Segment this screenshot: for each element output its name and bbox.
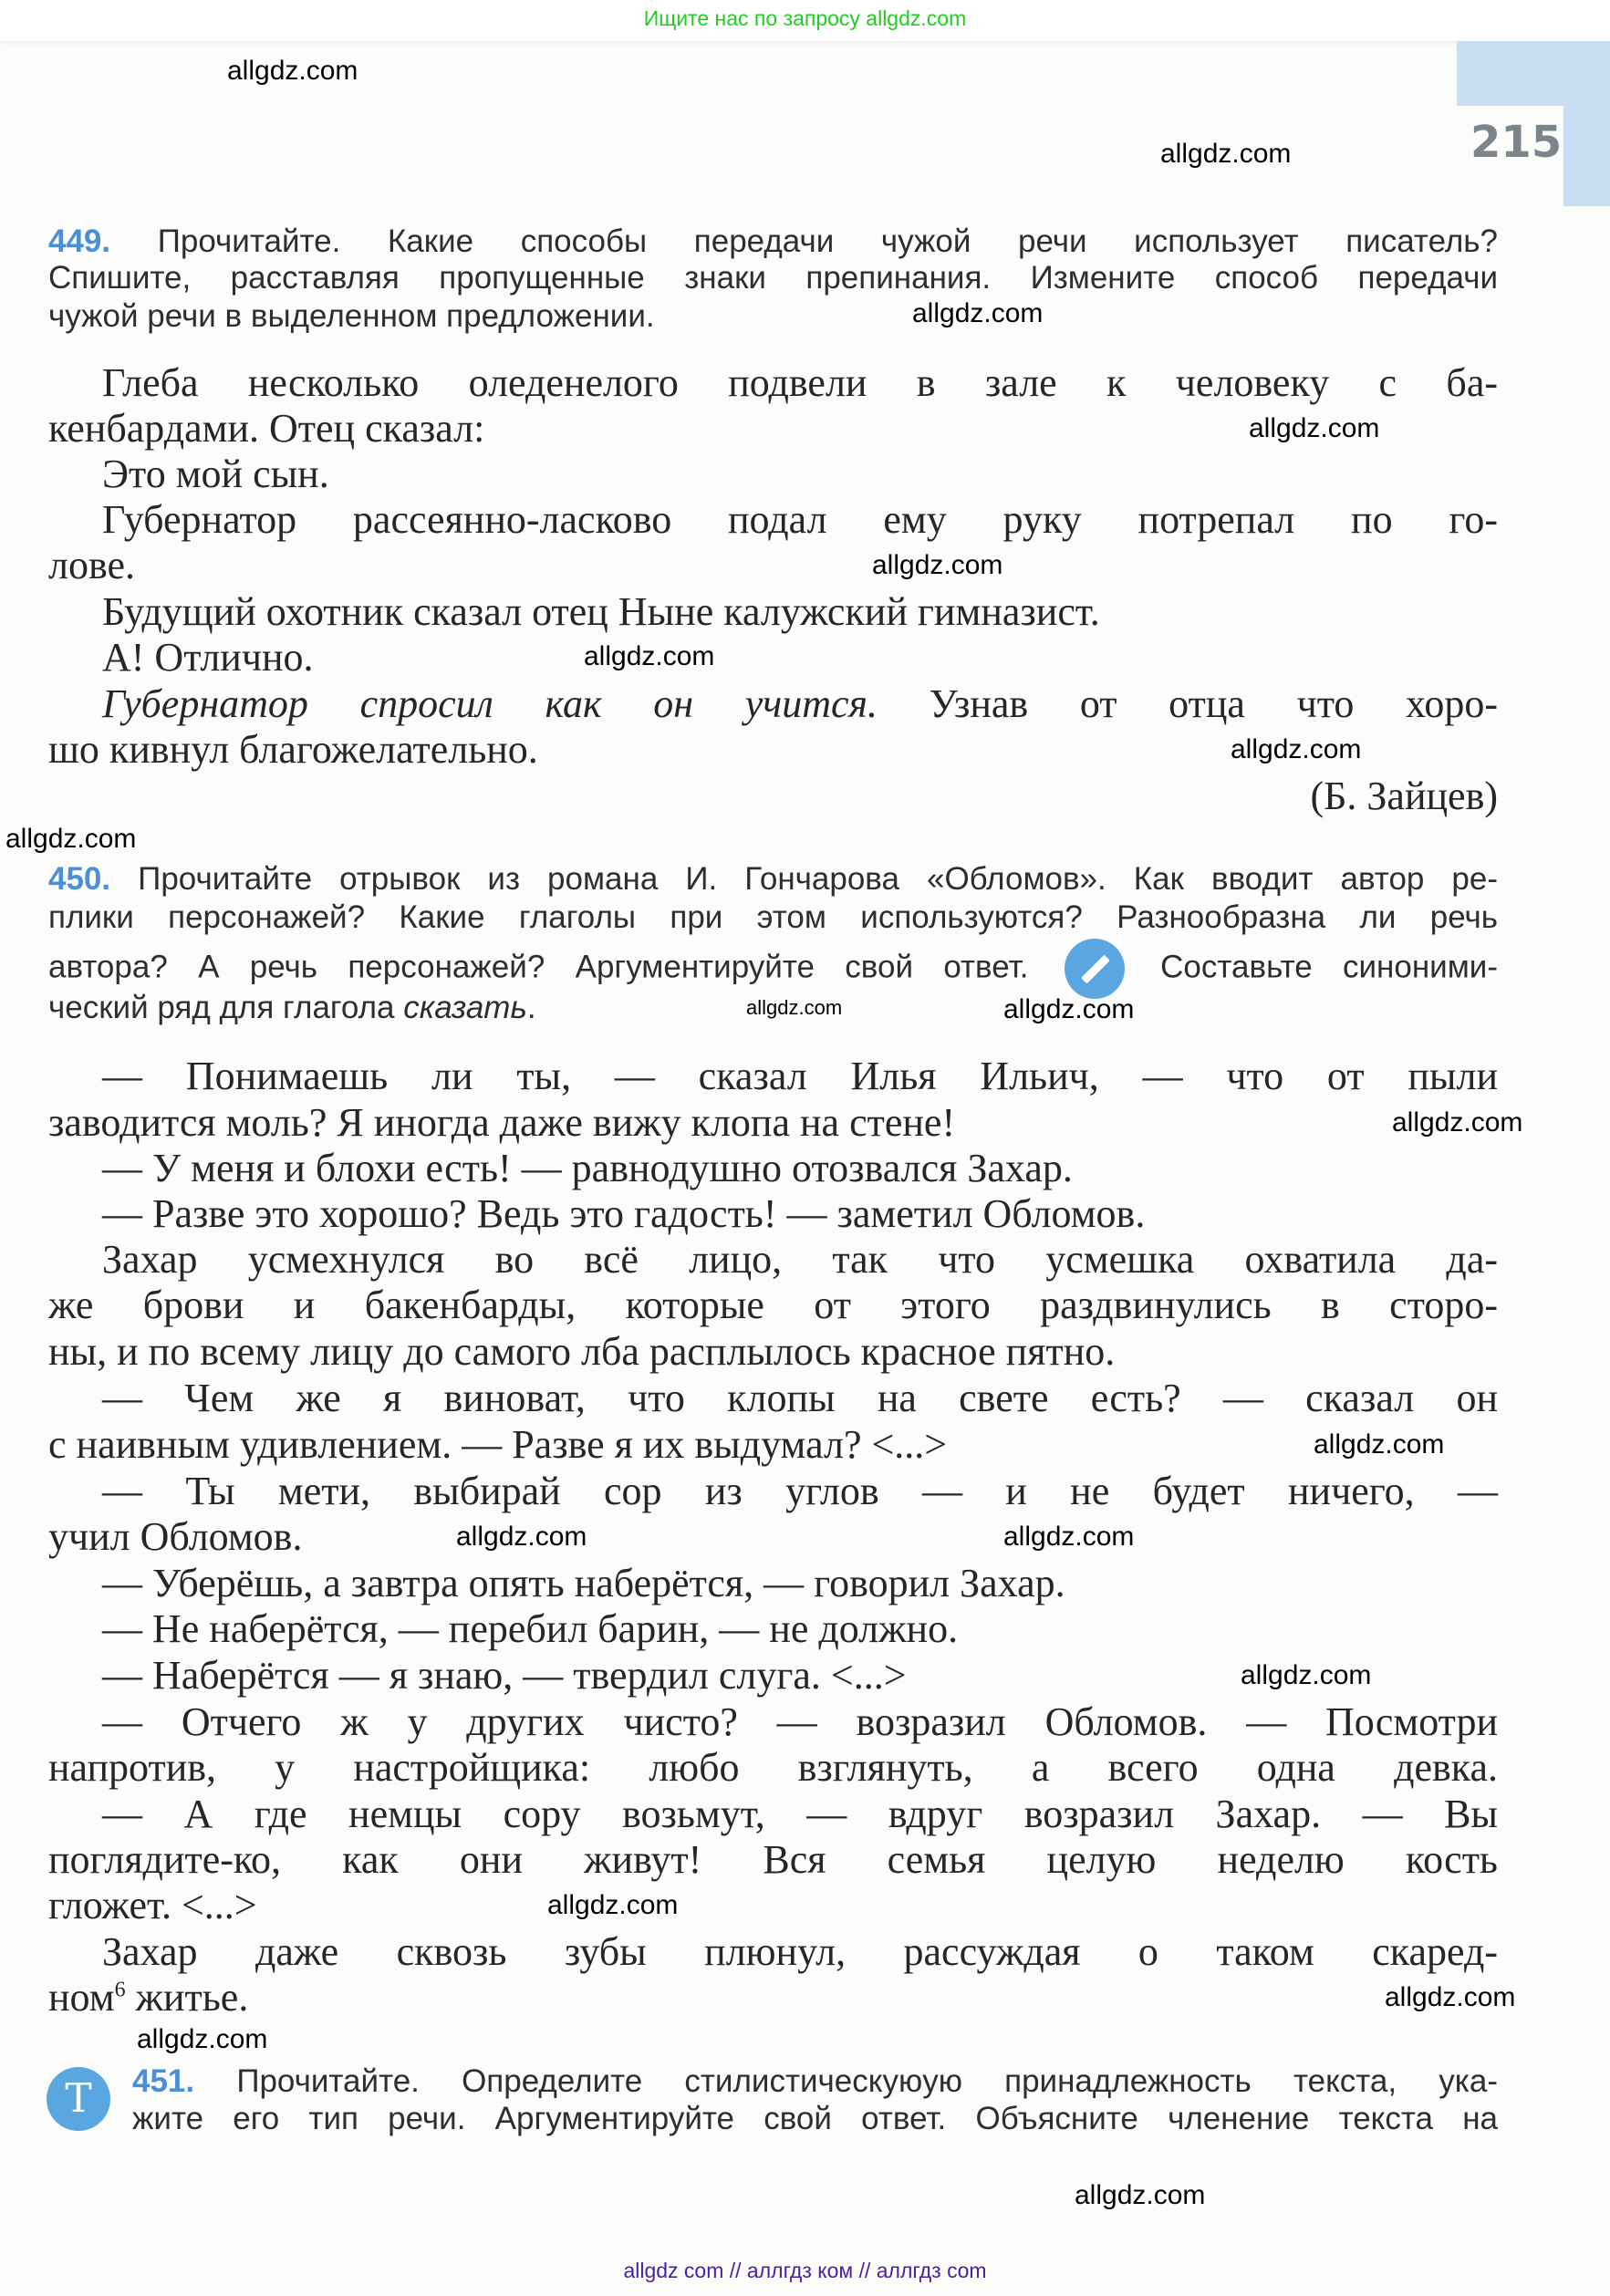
text-line: Глеба несколько оледенелого подвели в зале к человеку с ба- <box>102 360 1498 405</box>
watermark: allgdz.com <box>137 2024 268 2054</box>
text-line: — Наберётся — я знаю, — твердил слуга. <...> <box>102 1653 907 1698</box>
watermark: allgdz.com <box>1314 1429 1445 1460</box>
ex450-task-line <box>48 861 1498 898</box>
task-text: Прочитайте отрывок из романа И. Гончарова «Обломов». Как вводит автор ре- <box>138 861 1498 897</box>
text-line: Будущий охотник сказал отец Ныне калужский гимназист. <box>102 589 1100 634</box>
author-attribution: (Б. Зайцев) <box>1310 774 1498 818</box>
highlighted-sentence: Губернатор спросил как он учится. <box>102 681 878 726</box>
text-line: кенбардами. Отец сказал: <box>48 406 485 451</box>
ex451-task-line <box>132 2063 1498 2100</box>
search-banner <box>0 0 1610 41</box>
text-line: Это мой сын. <box>102 452 329 496</box>
watermark: allgdz.com <box>1231 734 1362 764</box>
text-line <box>102 681 1498 727</box>
page-tab-decoration <box>1563 106 1610 206</box>
exercise-number: 450. <box>48 861 111 897</box>
watermark: allgdz.com <box>1392 1107 1523 1138</box>
watermark: allgdz.com <box>1385 1982 1516 2012</box>
ex450-task-line: плики персонажей? Какие глаголы при этом используются? Разнообразна ли речь <box>48 899 1498 935</box>
task-text: Прочитайте. Какие способы передачи чужой речи использует писатель? <box>157 223 1498 259</box>
theory-badge-icon: Т <box>47 2067 110 2131</box>
text-line: Захар даже сквозь зубы плюнул, рассуждая о таком скаред- <box>102 1929 1498 1974</box>
watermark: allgdz.com <box>1003 994 1135 1024</box>
text-line: — Уберёшь, а завтра опять наберётся, — говорил Захар. <box>102 1561 1065 1605</box>
text-line: Губернатор рассеянно-ласково подал ему руку потрепал по го- <box>102 497 1498 542</box>
watermark: allgdz.com <box>912 298 1044 328</box>
task-text: Прочитайте. Определите стилистическуюую принадлежность текста, ука- <box>236 2063 1498 2099</box>
text-line: ны, и по всему лицу до самого лба расплылось красное пятно. <box>48 1329 1116 1374</box>
footer-watermark: allgdz com // аллгдз ком // аллгдз com <box>623 2259 987 2282</box>
text-line: — Не наберётся, — перебил барин, — не должно. <box>102 1606 959 1651</box>
text-segment: Узнав от отца что хоро- <box>878 681 1498 726</box>
watermark: allgdz.com <box>1075 2180 1206 2210</box>
ex451-task-line: жите его тип речи. Аргументируйте свой ответ. Объясните членение текста на <box>132 2101 1498 2136</box>
watermark: allgdz.com <box>1003 1522 1135 1552</box>
text-line: гложет. <...> <box>48 1883 257 1927</box>
text-line: с наивным удивлением. — Разве я их выдумал? <...> <box>48 1422 948 1467</box>
text-line: А! Отлично. <box>102 635 314 680</box>
task-text: Составьте синоними- <box>1160 949 1499 985</box>
task-text: . <box>526 990 536 1025</box>
text-line: — Ты мети, выбирай сор из углов — и не будет ничего, — <box>102 1469 1498 1513</box>
watermark: allgdz.com <box>1249 413 1380 443</box>
text-line: напротив, у настройщика: любо взглянуть, а всего одна девка. <box>48 1745 1498 1790</box>
text-line: поглядите-ко, как они живут! Вся семья целую неделю кость <box>48 1837 1498 1882</box>
text-line: — Чем же я виноват, что клопы на свете есть? — сказал он <box>102 1376 1498 1420</box>
watermark: allgdz.com <box>746 996 843 1019</box>
watermark: allgdz.com <box>227 56 358 86</box>
text-segment: житье. <box>125 1975 249 2020</box>
text-line: шо кивнул благожелательно. <box>48 727 538 772</box>
text-line: — А где немцы сору возьмут, — вдруг возразил Захар. — Вы <box>102 1792 1498 1836</box>
page-tab-decoration <box>1457 41 1610 106</box>
ex449-task-line <box>48 223 1498 260</box>
watermark: allgdz.com <box>456 1522 587 1552</box>
watermark: allgdz.com <box>584 641 715 671</box>
text-line: учил Обломов. <box>48 1514 303 1559</box>
watermark: allgdz.com <box>1241 1660 1372 1690</box>
watermark: allgdz.com <box>547 1890 679 1920</box>
exercise-number: 449. <box>48 223 111 259</box>
task-italic-word: сказать <box>403 990 527 1025</box>
text-segment: ном <box>48 1975 115 2020</box>
text-line: — Отчего ж у других чисто? — возразил Обломов. — Посмотри <box>102 1699 1498 1744</box>
ex449-task-line: чужой речи в выделенном предложении. <box>48 298 655 334</box>
watermark: allgdz.com <box>5 824 137 854</box>
text-line: Захар усмехнулся во всё лицо, так что усмешка охватила да- <box>102 1237 1498 1282</box>
text-line <box>48 1975 1498 2021</box>
watermark: allgdz.com <box>872 550 1003 580</box>
footnote-marker: 6 <box>114 1978 126 2002</box>
text-line: — Понимаешь ли ты, — сказал Илья Ильич, — что от пыли <box>102 1054 1498 1098</box>
text-line: же брови и бакенбарды, которые от этого раздвинулись в сторо- <box>48 1283 1498 1327</box>
text-line: заводится моль? Я иногда даже вижу клопа на стене! <box>48 1100 956 1145</box>
page-number: 215 <box>1470 117 1563 168</box>
exercise-number: 451. <box>132 2063 195 2099</box>
task-text: автора? А речь персонажей? Аргументируйте свой ответ. <box>48 949 1029 985</box>
banner-text: Ищите нас по запросу allgdz.com <box>643 6 967 30</box>
ex450-task-line <box>48 939 1498 988</box>
text-line: — Разве это хорошо? Ведь это гадость! — заметил Обломов. <box>102 1191 1146 1236</box>
text-line: лове. <box>48 543 136 587</box>
text-line: — У меня и блохи есть! — равнодушно отозвался Захар. <box>102 1146 1073 1190</box>
watermark: allgdz.com <box>1160 139 1292 169</box>
ex449-task-line: Спишите, расставляя пропущенные знаки препинания. Измените способ передачи <box>48 260 1498 296</box>
task-text: ческий ряд для глагола <box>48 990 404 1025</box>
